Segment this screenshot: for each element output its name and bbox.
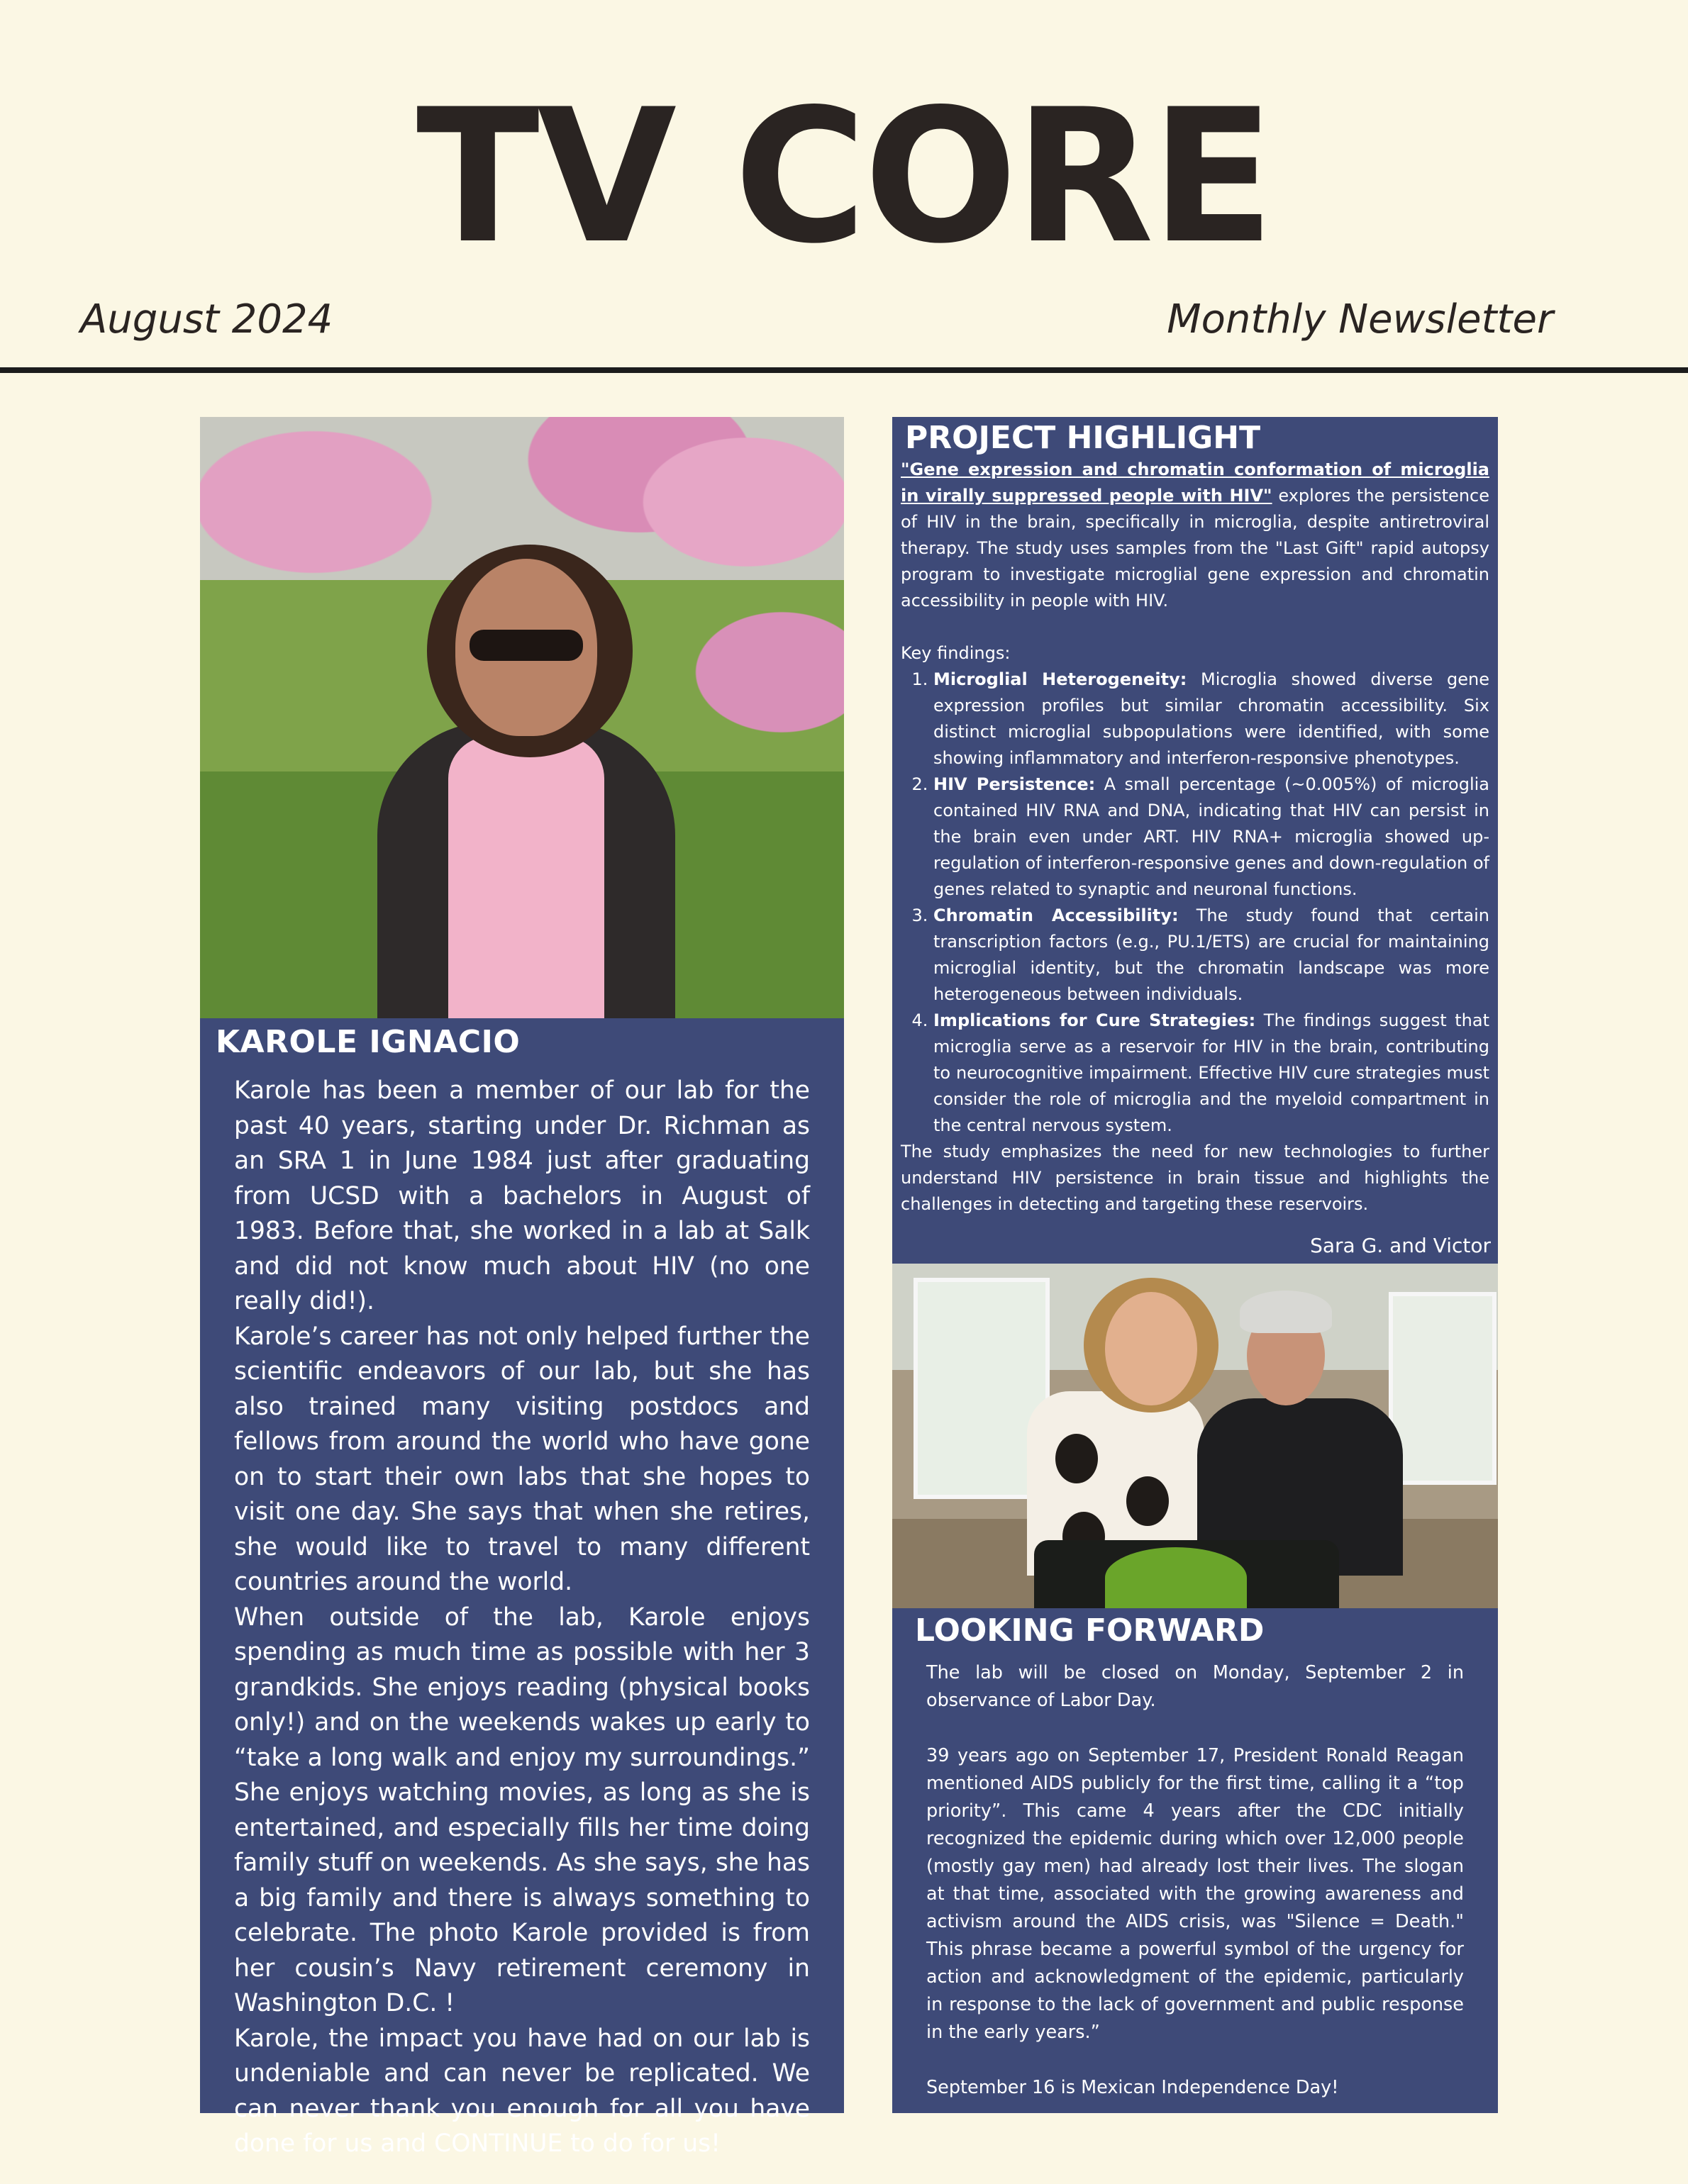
spacer	[926, 1715, 1464, 1742]
profile-name: KAROLE IGNACIO	[216, 1024, 521, 1060]
finding-head: HIV Persistence:	[933, 774, 1096, 794]
polka-dot	[1055, 1434, 1098, 1483]
newsletter-subtitle: Monthly Newsletter	[1167, 296, 1553, 342]
forward-paragraph-2: 39 years ago on September 17, President Ronald Reagan mentioned AIDS publicly for the first time, calling it a “top priority”. This came 4 years after the CDC initially recognized the epidemic during which over 12,000 people (mostly gay men) had already lost their lives. The slogan at that time, associated with the growing awareness and activism around the AIDS crisis, was "Silence = Death." This phrase became a powerful symbol of the urgency for action and acknowledgment of the epidemic, particularly in response to the lack of government and public response in the early years.”	[926, 1745, 1464, 2043]
project-highlight-panel	[892, 417, 1498, 1264]
project-intro-text: explores the persistence of HIV in the brain, specifically in microglia, despite antiretroviral therapy. The study uses samples from the "Last Gift" rapid autopsy program to investigate microglial gene expression and chromatin accessibility in people with HIV.	[901, 486, 1490, 611]
findings-list	[901, 667, 1489, 1139]
project-conclusion: The study emphasizes the need for new technologies to further understand HIV persistence in brain tissue and highlights the challenges in detecting and targeting these reservoirs.	[901, 1142, 1489, 1214]
looking-forward-body	[926, 1659, 1464, 2102]
karole-profile-panel	[200, 1018, 844, 2158]
newsletter-title: TV CORE	[416, 70, 1272, 284]
finding-text: The study found that certain transcription factors (e.g., PU.1/ETS) are crucial for maintaining microglial identity, but the chromatin landscape was more heterogeneous between individuals.	[933, 906, 1489, 1004]
face-shape	[1105, 1292, 1197, 1405]
finding-head: Implications for Cure Strategies:	[933, 1010, 1256, 1030]
finding-item	[933, 771, 1489, 903]
sunglasses-shape	[470, 630, 583, 661]
finding-item	[933, 903, 1489, 1008]
profile-paragraph-4: Karole, the impact you have had on our lab is undeniable and can never be replicated. We can never thank you enough for all you have done for us and CONTINUE to do for us!	[234, 2024, 810, 2158]
shirt-shape	[448, 736, 604, 1018]
profile-paragraph-3: When outside of the lab, Karole enjoys spending as much time as possible with her 3 grandkids. She enjoys reading (physical books only!) and on the weekends wakes up early to “take a long walk and enjoy my surroundings.” She enjoys watching movies, as long as she is entertained, and especially fills her time doing family stuff on weekends. As she says, she has a big family and there is always something to celebrate. The photo Karole provided is from her cousin’s Navy retirement ceremony in Washington D.C. !	[234, 1603, 810, 2017]
finding-item	[933, 1008, 1489, 1139]
hair-shape	[1240, 1291, 1332, 1333]
window-shape	[1389, 1292, 1497, 1485]
spacer	[901, 614, 1489, 640]
spacer	[926, 2046, 1464, 2074]
finding-head: Chromatin Accessibility:	[933, 906, 1179, 925]
finding-text: Microglia showed diverse gene expression profiles but similar chromatin accessibility. Six distinct microglial subpopulations were identified, with some showing inflammatory and interferon-responsive phenotypes.	[933, 669, 1489, 768]
profile-paragraph-2: Karole’s career has not only helped further the scientific endeavors of our lab, but she has also trained many visiting postdocs and fellows from around the world who have gone on to start their own labs that she hopes to visit one day. She says that when she retires, she would like to travel to many different countries around the world.	[234, 1322, 810, 1596]
karole-photo	[200, 417, 844, 1018]
looking-forward-panel	[892, 1608, 1498, 2113]
finding-item	[933, 667, 1489, 771]
profile-text	[234, 1074, 810, 2162]
header-divider	[0, 367, 1688, 373]
issue-date: August 2024	[80, 296, 333, 342]
project-intro	[901, 457, 1489, 614]
forward-paragraph-3: September 16 is Mexican Independence Day!	[926, 2077, 1339, 2098]
painting-blob	[1105, 1547, 1247, 1608]
project-highlight-body	[901, 457, 1489, 1218]
forward-paragraph-1: The lab will be closed on Monday, September 2 in observance of Labor Day.	[926, 1662, 1464, 1711]
finding-text: The findings suggest that microglia serve as a reservoir for HIV in the brain, contributing to neurocognitive impairment. Effective HIV cure strategies must consider the role of microglia and the myeloid compartment in the central nervous system.	[933, 1010, 1489, 1135]
polka-dot	[1126, 1476, 1169, 1526]
profile-paragraph-1: Karole has been a member of our lab for the past 40 years, starting under Dr. Richman as an SRA 1 in June 1984 just after graduating from UCSD with a bachelors in August of 1983. Before that, she worked in a lab at Salk and did not know much about HIV (no one really did!).	[234, 1076, 810, 1315]
key-findings-label: Key findings:	[901, 643, 1011, 663]
looking-forward-heading: LOOKING FORWARD	[915, 1612, 1265, 1649]
study-title-link[interactable]: "Gene expression and chromatin conformation of microglia in virally suppressed people with HIV"	[901, 459, 1489, 506]
project-credit: Sara G. and Victor	[1310, 1234, 1491, 1257]
project-highlight-heading: PROJECT HIGHLIGHT	[905, 420, 1261, 456]
sara-victor-photo	[892, 1264, 1498, 1608]
finding-head: Microglial Heterogeneity:	[933, 669, 1187, 689]
finding-text: A small percentage (~0.005%) of microglia contained HIV RNA and DNA, indicating that HIV can persist in the brain even under ART. HIV RNA+ microglia showed up-regulation of interferon-responsive genes and down-regulation of genes related to synaptic and neuronal functions.	[933, 774, 1489, 899]
